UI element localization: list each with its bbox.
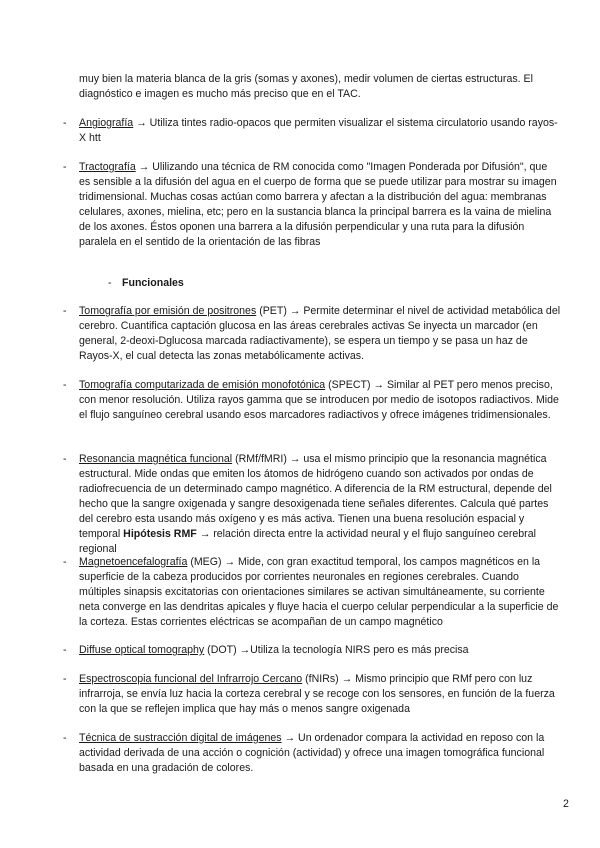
item-text-tail: → relación directa entre la actividad neural y el flujo sanguíneo cerebral regional: [79, 528, 536, 555]
hipotesis-rmf-label: Hipótesis RMF: [123, 528, 197, 540]
term-tractografia: Tractografía: [79, 161, 136, 173]
item-text: (fNIRs) → Mismo principio que RMf pero con luz infrarroja, se envía luz hacia la corteza cerebral y se recoge con los sensores, en función de la fuerza con la que se reflejen implica que hay más o menos sangre oxigenada: [79, 673, 555, 715]
list-item-dot: [63, 643, 561, 658]
term-fnirs: Espectroscopia funcional del Infrarrojo Cercano: [79, 673, 303, 685]
term-rmf: Resonancia magnética funcional: [79, 453, 233, 465]
list-item-pet: [63, 304, 561, 364]
page-number: 2: [563, 798, 569, 810]
item-text: (SPECT) → Similar al PET pero menos preciso, con menor resolución. Utiliza rayos gamma que se introducen por medio de isotopos radiactivos. Mide el flujo sanguíneo cerebral usando esos marcadores radiactivos y ofrece imágenes tridimensionales.: [79, 379, 559, 421]
list-item-sustraccion: [63, 731, 561, 776]
list-item-rmf: [63, 452, 561, 557]
item-text: → Un ordenador compara la actividad en reposo con la actividad derivada de una acción o cognición (actividad) y ofrece una imagen tomográfica funcional basada en una gradación de colores.: [79, 732, 545, 774]
term-sustraccion: Técnica de sustracción digital de imágenes: [79, 732, 282, 744]
list-item-fnirs: [63, 672, 561, 717]
item-text: (MEG) → Mide, con gran exactitud temporal, los campos magnéticos en la superficie de la cabeza producidos por corrientes neuronales en regiones cerebrales. Cuando múltiples sinapsis excitatorias con orientaciones similares se activan simultáneamente, su corriente neta converge en las dendritas apicales y fluye hacia el cuerpo celular perpendicular a la superficie de la corteza. Estas corrientes eléctricas se acompañan de un campo magnético: [79, 556, 559, 628]
term-meg: Magnetoencefalografía: [79, 556, 188, 568]
item-text: → Ulilizando una técnica de RM conocida como "Imagen Ponderada por Difusión", que es sensible a la difusión del agua en el cuerpo de forma que se puede utilizar para mostrar su imagen tridimensional. Muchas cosas actúan como barrera y afectan a la distribución del agua: membranas celulares, axones, mielina, etc; pero en la sustancia blanca la principal barrera es la vaina de mielina de los axones. Éstos oponen una barrera a la difusión perpendicular y una ruta para la difusión paralela en el sentido de la orientación de las fibras: [79, 161, 557, 248]
item-text: (RMf/fMRI) → usa el mismo principio que la resonancia magnética estructural. Mide ondas que emiten los átomos de hidrógeno cuando son activados por ondas de radiofrecuencia de un determinado campo magnético. A diferencia de la RM estructural, depende del hecho que la sangre oxigenada y sangre desoxigenada tiene señales diferentes. Calcula qué partes del cerebro esta usando más oxígeno y es más activa. Tienen una buena resolución espacial y temporal: [79, 453, 552, 540]
term-spect: Tomografía computarizada de emisión monofotónica: [79, 379, 326, 391]
list-item-meg: [63, 555, 561, 630]
continuation-paragraph: muy bien la materia blanca de la gris (somas y axones), medir volumen de ciertas estructuras. El diagnóstico e imagen es mucho más preciso que en el TAC.: [79, 73, 533, 100]
bullet-dash: -: [63, 379, 67, 391]
bullet-dash: -: [63, 161, 67, 173]
section-heading: [108, 276, 184, 291]
item-text: (PET) → Permite determinar el nivel de actividad metabólica del cerebro. Cuantifica captación glucosa en las áreas cerebrales activas Se inyecta un marcador (en general, 2-deoxi-Dglucosa marcada radiactivamente), se espera un tiempo y se pasa un haz de Rayos-X, el cual detecta las zonas metabólicamente activas.: [79, 305, 561, 362]
term-angiografia: Angiografía: [79, 117, 134, 129]
term-dot: Diffuse optical tomography: [79, 644, 205, 656]
item-text: (DOT) →Utiliza la tecnología NIRS pero es más precisa: [204, 644, 469, 656]
bullet-dash: -: [63, 556, 67, 568]
item-text: → Utiliza tintes radio-opacos que permiten visualizar el sistema circulatorio usando rayos-X htt: [79, 117, 558, 144]
bullet-dash: -: [63, 453, 67, 465]
list-item-tractografia: [63, 160, 561, 250]
bullet-dash: -: [63, 644, 67, 656]
section-heading-label: Funcionales: [122, 277, 184, 289]
term-pet: Tomografía por emisión de positrones: [79, 305, 257, 317]
bullet-dash: -: [63, 117, 67, 129]
bullet-dash: -: [63, 732, 67, 744]
list-item-spect: [63, 378, 561, 423]
bullet-dash: -: [63, 673, 67, 685]
list-item-angiografia: [63, 116, 561, 146]
bullet-dash: -: [108, 277, 112, 289]
bullet-dash: -: [63, 305, 67, 317]
